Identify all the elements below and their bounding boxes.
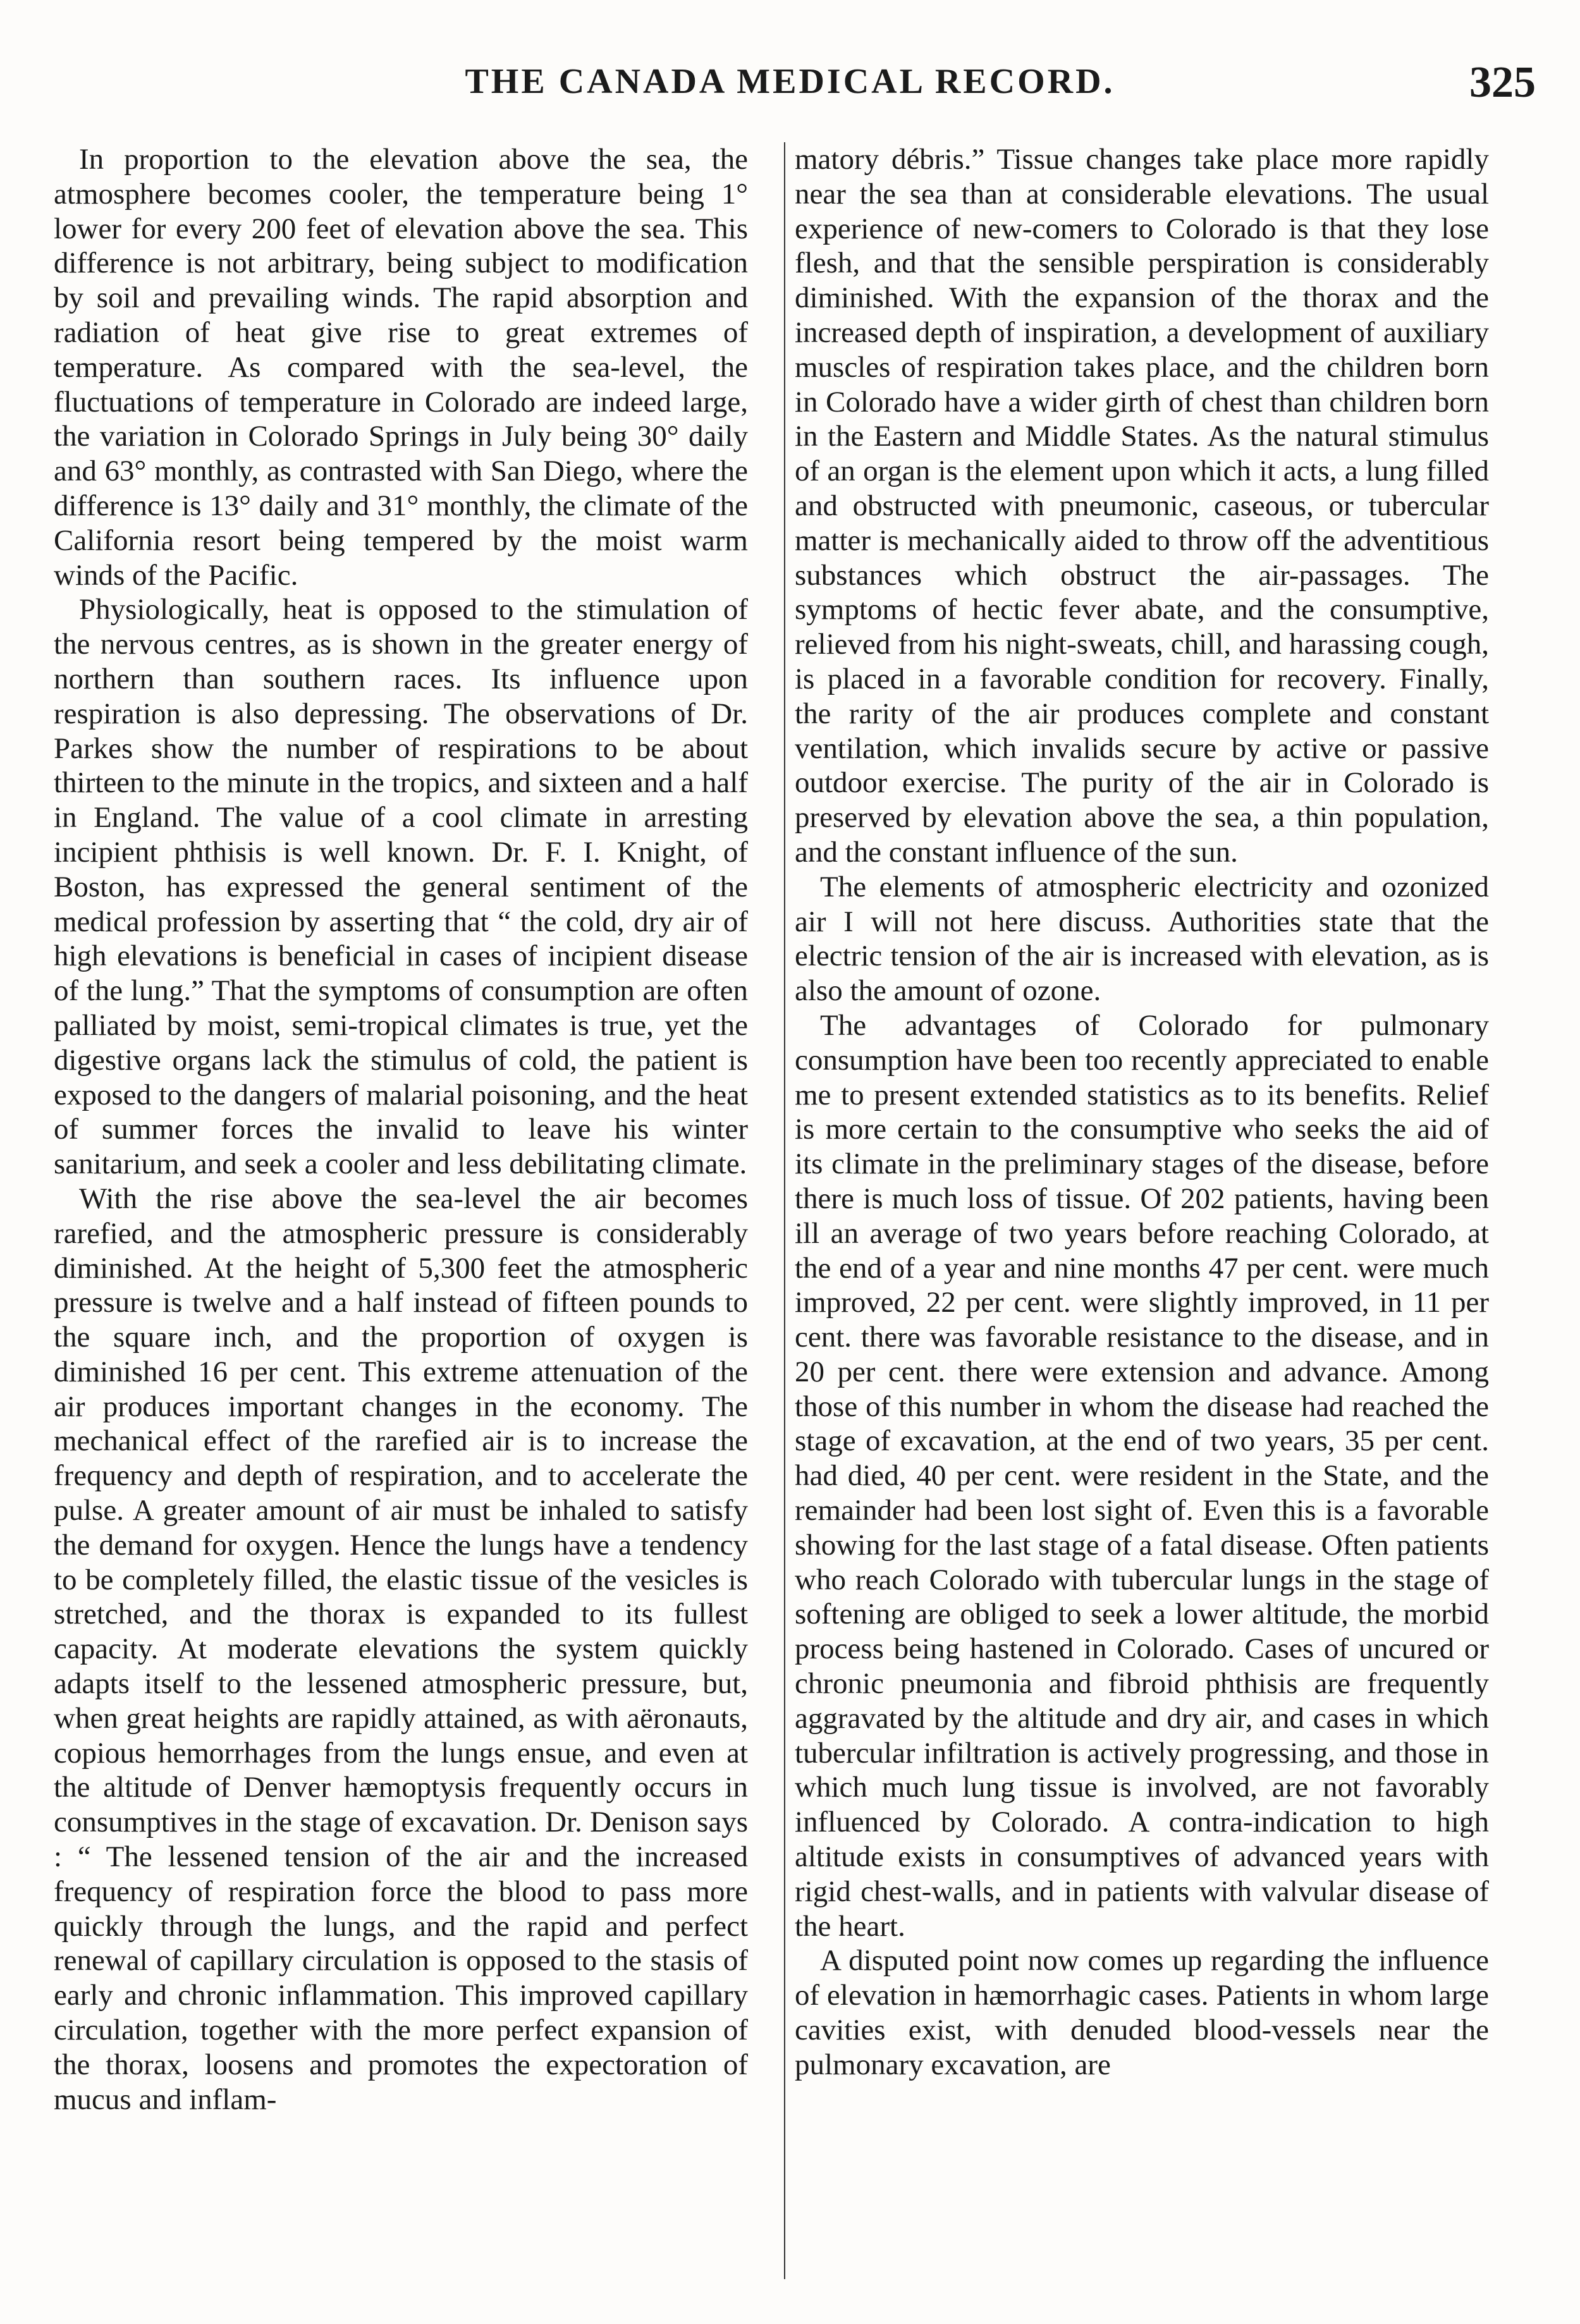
paragraph: With the rise above the sea-level the air becomes rarefied, and the atmospheric pressure is considerably diminished. At the height of 5,300 feet the atmospheric pressure is twelve and a half instead of fifteen pounds to the square inch, and the proportion of oxygen is diminished 16 per cent. This extreme attenuation of the air produces important changes in the economy. The mechanical effect of the rarefied air is to increase the frequency and depth of respiration, and to accelerate the pulse. A greater amount of air must be inhaled to satisfy the demand for oxygen. Hence the lungs have a tendency to be completely filled, the elastic tissue of the vesicles is stretched, and the thorax is expanded to its fullest capacity. At moderate elevations the system quickly adapts itself to the lessened atmospheric pressure, but, when great heights are rapidly attained, as with aëronauts, copious hemorrhages from the lungs ensue, and even at the altitude of Denver hæmoptysis frequently occurs in consumptives in the stage of excavation. Dr. Denison says : “ The lessened tension of the air and the increased frequency of respiration force the blood to pass more quickly through the lungs, and the rapid and perfect renewal of capillary circulation is opposed to the stasis of early and chronic inflammation. This improved capillary circulation, together with the more perfect expansion of the thorax, loosens and promotes the expectoration of mucus and inflam- xyxy=(54,1182,748,2116)
paragraph: A disputed point now comes up regarding the influence of elevation in hæmorrhagic cases. Patients in whom large cavities exist, with denuded blood-vessels near the pulmonary excavation, are xyxy=(795,1944,1489,2081)
right-column xyxy=(795,142,1489,2279)
paragraph: Physiologically, heat is opposed to the stimulation of the nervous centres, as is shown in the greater energy of northern than southern races. Its influence upon respiration is also depressing. The observations of Dr. Parkes show the number of respirations to be about thirteen to the minute in the tropics, and sixteen and a half in England. The value of a cool climate in arresting incipient phthisis is well known. Dr. F. I. Knight, of Boston, has expressed the general sentiment of the medical profession by asserting that “ the cold, dry air of high elevations is beneficial in cases of incipient disease of the lung.” That the symptoms of consumption are often palliated by moist, semi-tropical climates is true, yet the digestive organs lack the stimulus of cold, the patient is exposed to the dangers of malarial poisoning, and the heat of summer forces the invalid to leave his winter sanitarium, and seek a cooler and less debilitating climate. xyxy=(54,593,748,1181)
paragraph: In proportion to the elevation above the sea, the atmosphere becomes cooler, the temperature being 1° lower for every 200 feet of elevation above the sea. This difference is not arbitrary, being subject to modification by soil and prevailing winds. The rapid absorption and radiation of heat give rise to great extremes of temperature. As compared with the sea-level, the fluctuations of temperature in Colorado are indeed large, the variation in Colorado Springs in July being 30° daily and 63° monthly, as contrasted with San Diego, where the difference is 13° daily and 31° monthly, the climate of the California resort being tempered by the moist warm winds of the Pacific. xyxy=(54,143,748,592)
paragraph: The elements of atmospheric electricity and ozonized air I will not here discuss. Authorities state that the electric tension of the air is increased with elevation, as is also the amount of ozone. xyxy=(795,870,1489,1008)
left-column xyxy=(54,142,748,2279)
journal-title: THE CANADA MEDICAL RECORD. xyxy=(465,62,1115,101)
column-divider xyxy=(784,142,785,2279)
paragraph-continued: matory débris.” Tissue changes take place more rapidly near the sea than at considerable elevations. The usual experience of new-comers to Colorado is that they lose flesh, and that the sensible perspiration is considerably diminished. With the expansion of the thorax and the increased depth of inspiration, a development of auxiliary muscles of respiration takes place, and the children born in Colorado have a wider girth of chest than children born in the Eastern and Middle States. As the natural stimulus of an organ is the element upon which it acts, a lung filled and obstructed with pneumonic, caseous, or tubercular matter is mechanically aided to throw off the adventitious substances which obstruct the air-passages. The symptoms of hectic fever abate, and the consumptive, relieved from his night-sweats, chill, and harassing cough, is placed in a favorable condition for recovery. Finally, the rarity of the air produces complete and constant ventilation, which invalids secure by active or passive outdoor exercise. The purity of the air in Colorado is preserved by elevation above the sea, a thin population, and the constant influence of the sun. xyxy=(795,143,1489,869)
page-number: 325 xyxy=(1469,58,1536,107)
page-header xyxy=(38,35,1542,111)
paragraph: The advantages of Colorado for pulmonary consumption have been too recently appreciated to enable me to present extended statistics as to its benefits. Relief is more certain to the consumptive who seeks the aid of its climate in the preliminary stages of the disease, before there is much loss of tissue. Of 202 patients, having been ill an average of two years before reaching Colorado, at the end of a year and nine months 47 per cent. were much improved, 22 per cent. were slightly improved, in 11 per cent. there was favorable resistance to the disease, and in 20 per cent. there were extension and advance. Among those of this number in whom the disease had reached the stage of excavation, at the end of two years, 35 per cent. had died, 40 per cent. were resident in the State, and the remainder had been lost sight of. Even this is a favorable showing for the last stage of a fatal disease. Often patients who reach Colorado with tubercular lungs in the stage of softening are obliged to seek a lower altitude, the morbid process being hastened in Colorado. Cases of uncured or chronic pneumonia and fibroid phthisis are frequently aggravated by the altitude and dry air, and cases in which tubercular infiltration is actively progressing, and those in which much lung tissue is involved, are not favorably influenced by Colorado. A contra-indication to high altitude exists in consumptives of advanced years with rigid chest-walls, and in patients with valvular disease of the heart. xyxy=(795,1008,1489,1943)
